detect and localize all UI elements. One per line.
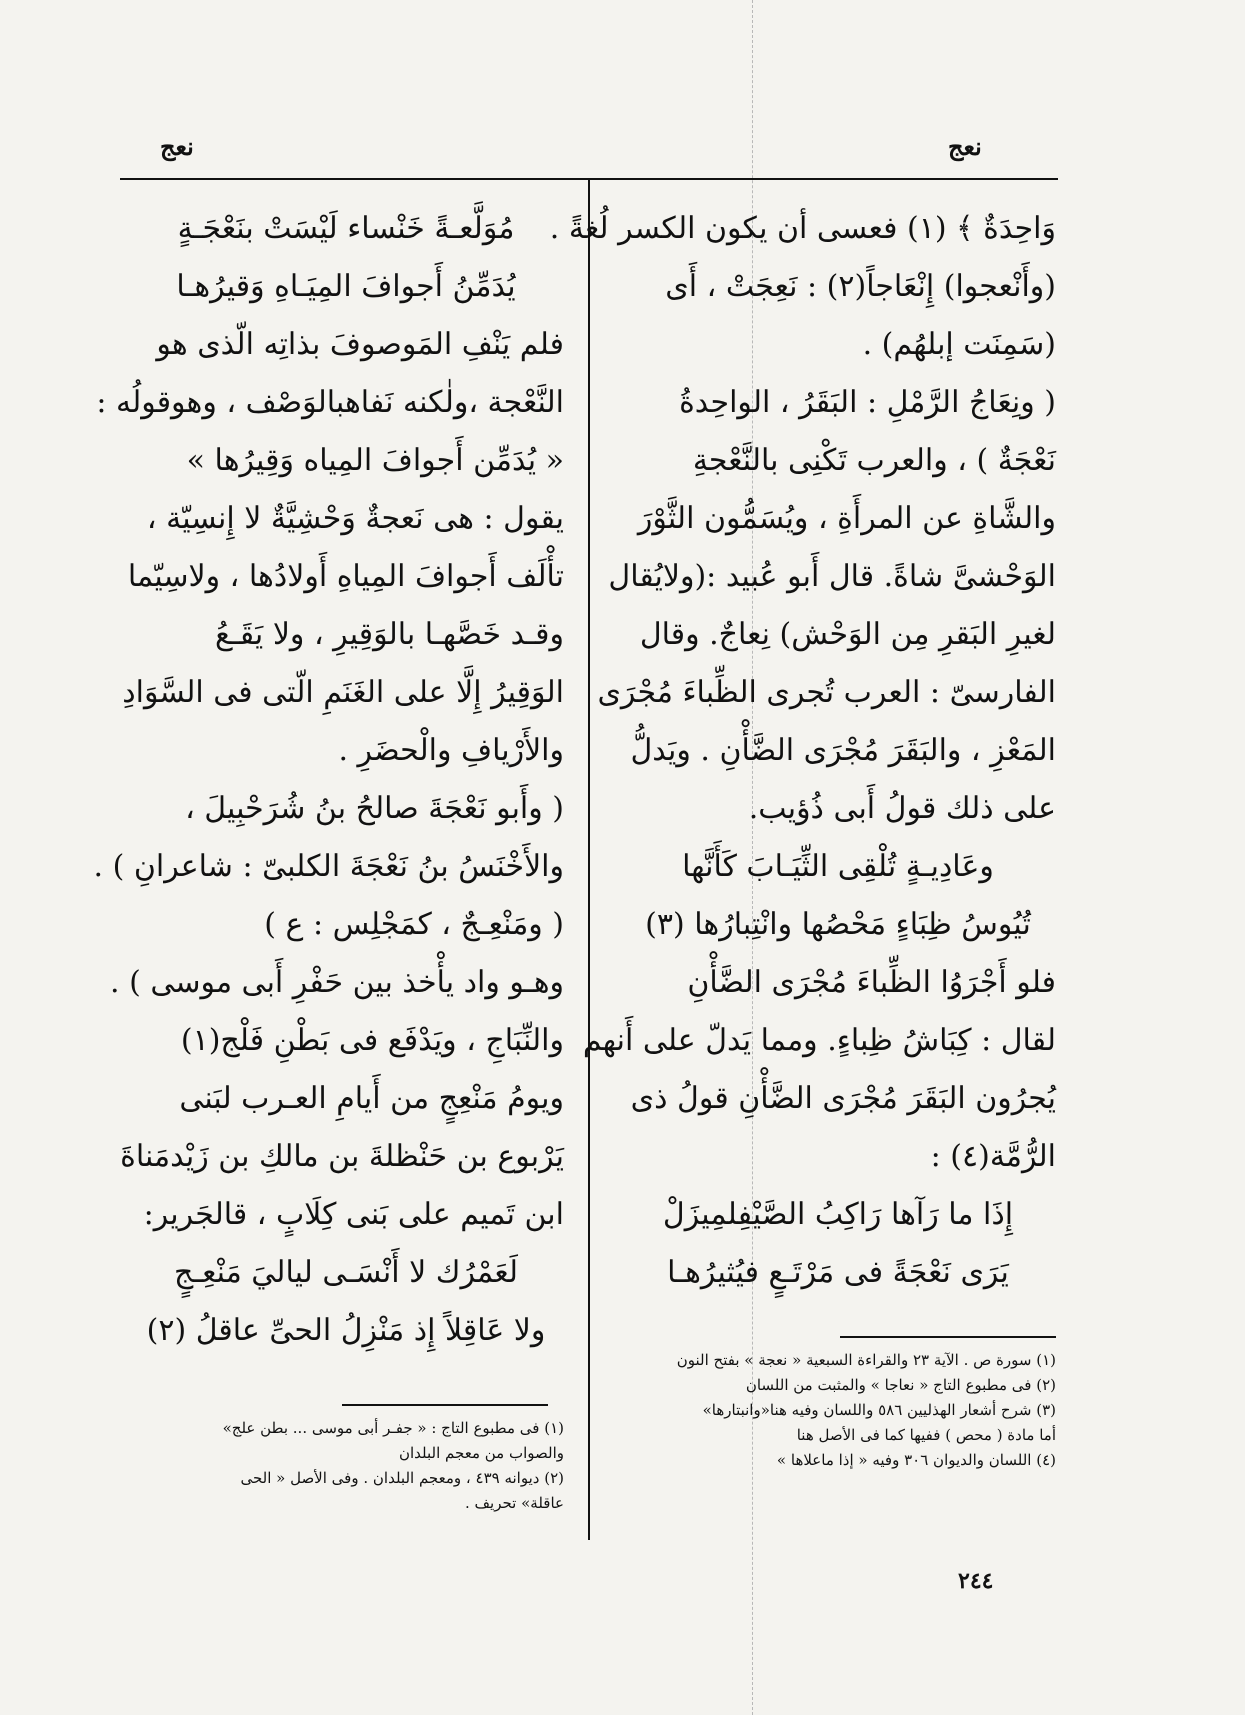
text-line: وَاحِدَةٌ ﴾ (١) فعسى أن يكون الكسر لُغةً . — [549, 211, 1056, 246]
text-line: الوَقِيرُ إِلَّا على الغَنَمِ الّتى فى السَّوَادِ — [122, 675, 564, 710]
footnote: أما مادة ( محص ) ففيها كما فى الأصل هنا — [796, 1426, 1056, 1444]
text-line: تأْلَف أَجوافَ المِياهِ أَولادُها ، ولاسِيّما — [127, 559, 564, 594]
text-line: النَّعْجة ،ولٰكنه نَفاهبالوَصْف ، وهوقولُه : — [96, 385, 564, 420]
footnote: (٤) اللسان والديوان ٣٠٦ وفيه « إذا ماعلاها » — [776, 1451, 1056, 1469]
footnote: (١) سورة ص . الآية ٢٣ والقراءة السبعية « نعجة » بفتح النون — [676, 1351, 1056, 1369]
page-number: ٢٤٤ — [958, 1568, 994, 1594]
verse-line: وعَادِيـةٍ تُلْقِى الثِّيَـابَ كَأَنَّها — [682, 849, 994, 884]
text-line: لقال : كِبَاشُ ظِباءٍ. ومما يَدلّ على أَنهم — [582, 1023, 1056, 1058]
text-line: المَعْزِ ، والبَقَرَ مُجْرَى الضَّأْنِ . ويَدلُّ — [630, 733, 1056, 768]
footnote: (١) فى مطبوع التاج : « جفـر أبى موسى ... بطن علج» — [222, 1419, 564, 1437]
footnote-rule-right — [840, 1336, 1056, 1338]
footnote: (٢) فى مطبوع التاج « نعاجا » والمثبت من اللسان — [745, 1376, 1056, 1394]
text-line: يقول : هى نَعجةٌ وَحْشِيَّةٌ لا إِنسِيّة ، — [146, 501, 564, 536]
left-column — [93, 200, 564, 1360]
text-line: يُجرُون البَقَرَ مُجْرَى الضَّأْنِ قولُ ذى — [630, 1081, 1056, 1116]
text-line: ابن تَميم على بَنى كِلَابٍ ، قالجَرير: — [143, 1197, 564, 1232]
footnotes-left — [128, 1416, 564, 1516]
text-line: « يُدَمِّن أَجوافَ المِياه وَقِيرُها » — [186, 443, 564, 478]
text-line: والشَّاةِ عن المرأَةِ ، ويُسَمُّون الثَّوْرَ — [637, 501, 1056, 536]
text-line: والأَخْنَسُ بنُ نَعْجَةَ الكلبىّ : شاعرانِ ) . — [93, 849, 564, 884]
header-word-right: نعج — [948, 132, 982, 161]
footnote: (٢) ديوانه ٤٣٩ ، ومعجم البلدان . وفى الأصل « الحى — [240, 1469, 564, 1487]
text-line: نَعْجَةٌ ) ، والعرب تَكْنِى بالنَّعْجةِ — [692, 443, 1056, 478]
text-line: وقـد خَصَّهـا بالوَقِيرِ ، ولا يَقَـعُ — [215, 617, 564, 652]
verse-line: لَعَمْرُك لا أَنْسَـى لياليَ مَنْعِـجٍ — [174, 1255, 518, 1290]
text-line: يَرْبوع بن حَنْظلةَ بن مالكِ بن زَيْدمَناةَ — [120, 1139, 564, 1174]
verse-line: مُوَلَّعـةً خَنْساء لَيْسَتْ بنَعْجَـةٍ — [177, 211, 515, 246]
text-line: ويومُ مَنْعِجٍ من أَيامِ العـرب لبَنى — [179, 1081, 564, 1116]
footnote: عاقلة» تحريف . — [464, 1494, 564, 1512]
footnote: والصواب من معجم البلدان — [398, 1444, 564, 1462]
text-line: فلم يَنْفِ المَوصوفَ بذاتِه الّذى هو — [156, 327, 564, 362]
text-line: ( ومَنْعِـجٌ ، كمَجْلِس : ع ) — [264, 907, 564, 942]
text-line: فلو أَجْرَوُا الظِّباءَ مُجْرَى الضَّأْنِ — [687, 965, 1056, 1000]
text-line: لغيرِ البَقرِ مِن الوَحْش) نِعاجٌ. وقال — [639, 617, 1056, 652]
right-column — [549, 200, 1056, 1302]
verse-line: إِذَا ما رَآها رَاكِبُ الصَّيْفِلمِيزَلْ — [662, 1197, 1014, 1232]
text-line: ( ونِعَاجُ الرَّمْلِ : البَقَرُ ، الواحِدةُ — [679, 385, 1056, 420]
text-line: الرُّمَّة(٤) : — [930, 1139, 1056, 1174]
text-line: والأَرْيافِ والْحضَرِ . — [338, 733, 564, 768]
column-divider — [588, 180, 590, 1540]
text-line: الفارسىّ : العرب تُجرى الظِّباءَ مُجْرَى — [597, 675, 1056, 710]
verse-line: تُيُوسُ ظِبَاءٍ مَحْصُها وانْتِبارُها (٣) — [645, 907, 1031, 942]
header-word-left: نعج — [160, 132, 194, 161]
verse-line: يُدَمِّنُ أَجوافَ المِيَـاهِ وَقيرُهـا — [176, 269, 516, 304]
text-line: وهـو واد يأْخذ بين حَفْرِ أَبى موسى ) . — [110, 965, 564, 1000]
verse-line: يَرَى نَعْجَةً فى مَرْتَـعٍ فيُثيرُهـا — [667, 1255, 1009, 1290]
text-line: الوَحْشىَّ شاةً. قال أَبو عُبيد :(ولايُقال — [608, 559, 1056, 594]
footnote: (٣) شرح أشعار الهذليين ٥٨٦ واللسان وفيه هنا«وانبتارها» — [702, 1401, 1056, 1419]
text-line: على ذلك قولُ أَبى ذُؤيب. — [748, 791, 1056, 826]
text-line: ( وأَبو نَعْجَةَ صالحُ بنُ شُرَحْبِيلَ ، — [185, 791, 564, 826]
text-line: (سَمِنَت إبلهُم) . — [862, 327, 1056, 362]
footnotes-right — [620, 1348, 1056, 1473]
footnote-rule-left — [342, 1404, 548, 1406]
text-line: والنِّبَاجِ ، ويَدْفَع فى بَطْنِ فَلْج(١) — [180, 1023, 564, 1058]
text-line: (وأَنْعجوا) إِنْعَاجاً(٢) : نَعِجَتْ ، أَى — [665, 269, 1056, 304]
verse-line: ولا عَاقِلاً إِذ مَنْزِلُ الحىِّ عاقلُ (٢) — [146, 1313, 546, 1348]
